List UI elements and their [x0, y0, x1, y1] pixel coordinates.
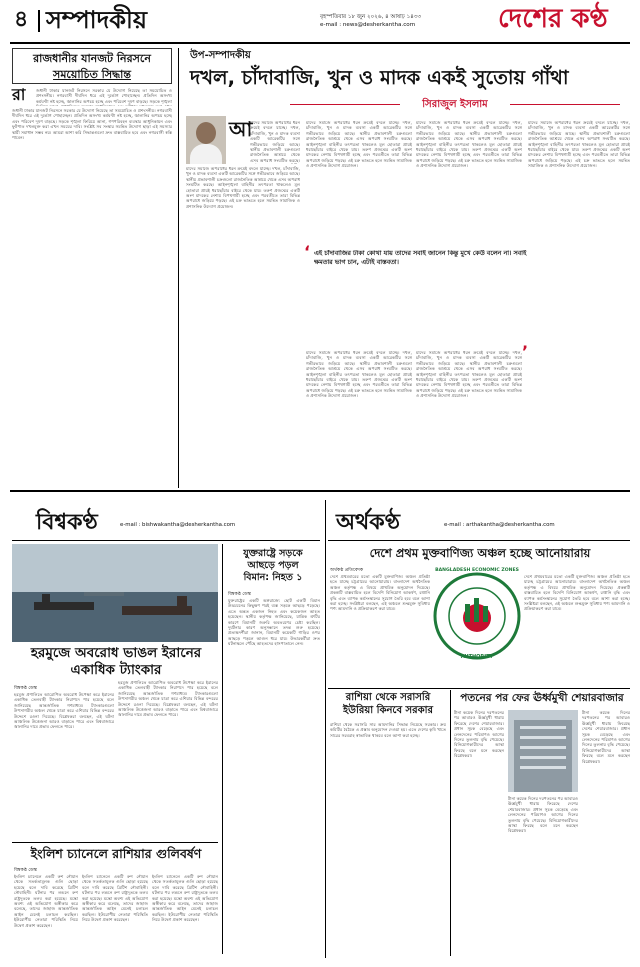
op-ed-author: সিরাজুল ইসলাম: [400, 98, 510, 112]
economy-story-rule: [328, 688, 630, 689]
side-story-headline-2: আছড়ে পড়ল: [247, 560, 299, 571]
side-story-dateline: বিশ্বকণ্ঠ ডেস্ক: [228, 592, 251, 597]
world-side-divider: [222, 544, 223, 954]
op-ed-drop-cap: আ: [229, 117, 253, 141]
header-divider: [38, 10, 40, 32]
world-header-rule: [12, 540, 320, 541]
economy-body2: রাশিয়া থেকে সরাসরি সার আমদানির সিদ্ধান্ত নিয়েছে সরকার। ক্রয় কমিটির বৈঠকে এ প্রস্তাব অনুমোদন দেওয়া হয়। এতে দেশের কৃষি খাতে সারের সরবরাহ স্বাভাবিক থাকবে বলে আশা করা হচ্ছে।: [330, 722, 446, 738]
economy-body3-col3: টানা কয়েক দিনের দরপতনের পর আবারও ঊর্ধ্বমুখী ধারায় ফিরেছে দেশের শেয়ারবাজার। প্রধান সূচক বেড়েছে এবং লেনদেনের পরিমাণও আগের দিনের তুলনায় বৃদ্ধি পেয়েছে। বিনিয়োগকারীদের আস্থা ফিরছে বলে মনে করছেন বিশ্লেষকরা।: [508, 796, 578, 834]
economy-headline: দেশে প্রথম মুক্তবাণিজ্য অঞ্চল হচ্ছে আনোয়ারায়: [369, 546, 591, 560]
masthead-logo: দেশের কণ্ঠ: [498, 4, 608, 34]
economy-body-col2: দেশে প্রথমবারের মতো একটি মুক্তবাণিজ্য অঞ্চল প্রতিষ্ঠা হতে যাচ্ছে চট্টগ্রামের আনোয়ারায়। বাংলাদেশ অর্থনৈতিক অঞ্চল কর্তৃপক্ষ এ বিষয়ে প্রাথমিক অনুমোদন দিয়েছে। প্রকল্পটি বাস্তবায়িত হলে বিদেশি বিনিয়োগ আকর্ষণ, রপ্তানি বৃদ্ধি এবং ব্যাপক কর্মসংস্থানের সুযোগ তৈরি হবে বলে আশা করা হচ্ছে। সংশ্লিষ্টরা বলছেন, এই অঞ্চলে শুল্কমুক্ত সুবিধায় পণ্য আমদানি ও প্রক্রিয়াকরণ করা যাবে।: [524, 574, 630, 612]
editorial-body: জধানী ঢাকার যানজট নিরসনে সরকার যে উদ্যোগ নিয়েছে তা সময়োচিত ও প্রশংসনীয়। নগরবাসী দীর্ঘদিন ধরে এই দুর্ভোগ পোহাচ্ছেন। প্রতিদিন অসংখ্য কর্মঘণ্টা নষ্ট হচ্ছে, জ্বালানির অপচয় হচ্ছে এবং পরিবেশ দূষণ বাড়ছে। সড়কে শৃঙ্খলা: [36, 88, 172, 104]
column-divider-2: [325, 500, 326, 958]
page-number: ৪: [14, 7, 29, 32]
economy-headline-2b: ইউরিয়া কিনবে সরকার: [342, 705, 434, 716]
op-ed-body-col4: মাদের সমাজে অপরাধের ধরন ক্রমেই বদলে যাচ্ছে। দখল, চাঁদাবাজি, খুন ও মাদক ব্যবসা একটি আরেকটির সঙ্গে গভীরভাবে জড়িয়ে আছে। স্থানীয় প্রভাবশালী চক্রগুলো রাজনৈতিক আশ্রয়ে থেকে এসব অপরাধ সংঘটিত করছে। আইনশৃঙ্খলা বাহিনীর তৎপরতা থাকলেও মূল হোতারা প্রায়ই ধরাছোঁয়ার বাইরে থেকে যায়। তরুণ প্রজন্মের একটি অংশ মাদকের নেশায় বিপথগামী হচ্ছে এবং পরবর্তীতে তারা বিভিন্ন অপরাধে জড়িয়ে পড়ছে। এই চক্র ভাঙতে হলে সমন্বিত সামাজিক ও প্রশাসনিক উদ্যোগ প্রয়োজন।: [528, 120, 630, 169]
editorial-title: রাজধানীর যানজট নিরসনে: [33, 52, 151, 65]
world-section-title: বিশ্বকণ্ঠ: [36, 510, 98, 535]
economy-header-rule: [328, 540, 630, 541]
world-body2-col3: ইংলিশ চ্যানেলে একটি রুশ নৌযান থেকে সতর্কতামূলক গুলি ছোড়া হয়েছে বলে দাবি করেছে ব্রিটিশ নৌবাহিনী। ঘটনার পর লন্ডনে রুশ রাষ্ট্রদূতকে তলব করা হয়েছে। মস্কো অবশ্য এই অভিযোগ অস্বীকার করে বলেছে, তাদের জাহাজ আন্তর্জাতিক আইন মেনেই চলাচল করছিল। ইউরোপীয় নেতারা পরিস্থিতি নিয়ে উদ্বেগ প্রকাশ করেছেন।: [152, 874, 218, 923]
op-ed-kicker: উপ-সম্পাদকীয়: [190, 50, 251, 61]
op-ed-pull-quote: এই চাঁদাবাজির টাকা কোথা যায় তাদের সবাই জানেন কিন্তু মুখে কেউ বলেন না। সবাই ক্ষমতার ভাগ চান, এটাই বাস্তবতা।: [314, 250, 527, 266]
header-email[interactable]: e-mail : news@desherkantha.com: [320, 22, 416, 28]
economy-dateline: অর্থকণ্ঠ প্রতিবেদক: [330, 568, 364, 573]
economy-section-title: অর্থকণ্ঠ: [336, 510, 400, 535]
world-dateline: বিশ্বকণ্ঠ ডেস্ক: [14, 686, 37, 691]
world-body-col2: হরমুজ প্রণালিতে আরোপিত অবরোধ উপেক্ষা করে ইরানের একাধিক তেলবাহী ট্যাংকার নিরাপদে পার হয়েছে বলে জানিয়েছে আন্তর্জাতিক গণমাধ্যম। ট্যাংকারগুলো উপসাগরীয় অঞ্চল থেকে যাত্রা করে এশিয়ার বিভিন্ন বন্দরের উদ্দেশে রওনা দিয়েছে। বিশ্লেষকরা বলছেন, এই ঘটনা আঞ্চলিক উত্তেজনা আরও বাড়াতে পারে এবং বিশ্ববাজারে জ্বালানির দামে প্রভাব ফেলতে পারে।: [118, 680, 218, 718]
world-email[interactable]: e-mail : bishwakantha@desherkantha.com: [120, 522, 236, 528]
bangladesh-economic-zones-emblem: [432, 566, 522, 666]
emblem-text-bottom: AUTHORITY: [460, 654, 494, 660]
side-story-body: যুক্তরাষ্ট্রের একটি অঙ্গরাজ্যে ছোট একটি বিমান উড্ডয়নের কিছুক্ষণ পরই ব্যস্ত সড়কে আছড়ে পড়েছে। এতে অন্তত একজন নিহত এবং কয়েকজন আহত হয়েছেন। স্থানীয় কর্তৃপক্ষ জানিয়েছে, যান্ত্রিক ত্রুটির কারণে বিমানটি জরুরি অবতরণের চেষ্টা করছিল। দুর্ঘটনার কারণ অনুসন্ধানে তদন্ত শুরু হয়েছে। প্রত্যক্ষদর্শীরা জানান, বিমানটি কয়েকটি গাড়ির ওপর আছড়ে পড়লে আগুন ধরে যায়। উদ্ধারকর্মীরা দ্রুত ঘটনাস্থলে পৌঁছে আহতদের হাসপাতালে নেন।: [228, 598, 320, 647]
economy-body-col1: দেশে প্রথমবারের মতো একটি মুক্তবাণিজ্য অঞ্চল প্রতিষ্ঠা হতে যাচ্ছে চট্টগ্রামের আনোয়ারায়। বাংলাদেশ অর্থনৈতিক অঞ্চল কর্তৃপক্ষ এ বিষয়ে প্রাথমিক অনুমোদন দিয়েছে। প্রকল্পটি বাস্তবায়িত হলে বিদেশি বিনিয়োগ আকর্ষণ, রপ্তানি বৃদ্ধি এবং ব্যাপক কর্মসংস্থানের সুযোগ তৈরি হবে বলে আশা করা হচ্ছে। সংশ্লিষ্টরা বলছেন, এই অঞ্চলে শুল্কমুক্ত সুবিধায় পণ্য আমদানি ও প্রক্রিয়াকরণ করা যাবে।: [330, 574, 430, 612]
economy-photo-building: [508, 710, 578, 792]
world-headline-1: হরমুজে অবরোধ ভাঙল ইরানের: [30, 645, 202, 661]
world-dateline-2: বিশ্বকণ্ঠ ডেস্ক: [14, 868, 37, 873]
side-story-headline-1: যুক্তরাষ্ট্রে সড়কে: [243, 548, 303, 559]
op-ed-body-col3-top: মাদের সমাজে অপরাধের ধরন ক্রমেই বদলে যাচ্ছে। দখল, চাঁদাবাজি, খুন ও মাদক ব্যবসা একটি আরেকটির সঙ্গে গভীরভাবে জড়িয়ে আছে। স্থানীয় প্রভাবশালী চক্রগুলো রাজনৈতিক আশ্রয়ে থেকে এসব অপরাধ সংঘটিত করছে। আইনশৃঙ্খলা বাহিনীর তৎপরতা থাকলেও মূল হোতারা প্রায়ই ধরাছোঁয়ার বাইরে থেকে যায়। তরুণ প্রজন্মের একটি অংশ মাদকের নেশায় বিপথগামী হচ্ছে এবং পরবর্তীতে তারা বিভিন্ন অপরাধে জড়িয়ে পড়ছে। এই চক্র ভাঙতে হলে সমন্বিত সামাজিক ও প্রশাসনিক উদ্যোগ প্রয়োজন।: [416, 120, 522, 169]
world-headline-2: একাধিক ট্যাংকার: [70, 662, 162, 678]
economy-headline-2a: রাশিয়া থেকে সরাসরি: [345, 692, 431, 703]
economy-email[interactable]: e-mail : arthakantha@desherkantha.com: [444, 522, 555, 528]
quote-mark-close: ’: [522, 342, 529, 361]
op-ed-headline: দখল, চাঁদাবাজি, খুন ও মাদক একই সুতোয় গাঁথা: [190, 66, 569, 89]
editorial-title-box: [12, 48, 172, 84]
section-rule: [10, 490, 630, 492]
world-headline-3: ইংলিশ চ্যানেলে রাশিয়ার গুলিবর্ষণ: [30, 846, 202, 861]
world-body2-col2: ইংলিশ চ্যানেলে একটি রুশ নৌযান থেকে সতর্কতামূলক গুলি ছোড়া হয়েছে বলে দাবি করেছে ব্রিটিশ নৌবাহিনী। ঘটনার পর লন্ডনে রুশ রাষ্ট্রদূতকে তলব করা হয়েছে। মস্কো অবশ্য এই অভিযোগ অস্বীকার করে বলেছে, তাদের জাহাজ আন্তর্জাতিক আইন মেনেই চলাচল করছিল। ইউরোপীয় নেতারা পরিস্থিতি নিয়ে উদ্বেগ প্রকাশ করেছেন।: [82, 874, 148, 923]
emblem-icon: [432, 566, 522, 666]
world-body-col1: হরমুজ প্রণালিতে আরোপিত অবরোধ উপেক্ষা করে ইরানের একাধিক তেলবাহী ট্যাংকার নিরাপদে পার হয়েছে বলে জানিয়েছে আন্তর্জাতিক গণমাধ্যম। ট্যাংকারগুলো উপসাগরীয় অঞ্চল থেকে যাত্রা করে এশিয়ার বিভিন্ন বন্দরের উদ্দেশে রওনা দিয়েছে। বিশ্লেষকরা বলছেন, এই ঘটনা আঞ্চলিক উত্তেজনা আরও বাড়াতে পারে এবং বিশ্ববাজারে জ্বালানির দামে প্রভাব ফেলতে পারে।: [14, 692, 114, 730]
op-ed-body-col1: মাদের সমাজে অপরাধের ধরন ক্রমেই বদলে যাচ্ছে। দখল, চাঁদাবাজি, খুন ও মাদক ব্যবসা একটি আরেকটির সঙ্গে গভীরভাবে জড়িয়ে আছে। স্থানীয় প্রভাবশালী চক্রগুলো রাজনৈতিক আশ্রয়ে থেকে এসব অপরাধ সংঘটিত করছে। আইনশৃঙ্খলা বাহিনীর তৎপরতা থাকলেও মূল হোতারা প্রায়ই ধরাছোঁয়ার বাইরে থেকে যায়। তরুণ প্রজন্মের একটি অংশ মাদকের নেশায় বিপথগামী হচ্ছে এবং পরবর্তীতে তারা বিভিন্ন অপরাধে জড়িয়ে পড়ছে। এই চক্র ভাঙতে হলে সমন্বিত সামাজিক ও প্রশাসনিক উদ্যোগ প্রয়োজন।: [186, 166, 300, 209]
side-story-headline-3: বিমান: নিহত ১: [243, 572, 303, 583]
quote-mark-open: ‘: [304, 242, 311, 261]
economy-headline-3: পতনের পর ফের ঊর্ধ্বমুখী শেয়ারবাজার: [460, 692, 624, 704]
section-title: সম্পাদকীয়: [46, 6, 148, 34]
economy-body3-col1: টানা কয়েক দিনের দরপতনের পর আবারও ঊর্ধ্বমুখী ধারায় ফিরেছে দেশের শেয়ারবাজার। প্রধান সূচক বেড়েছে এবং লেনদেনের পরিমাণও আগের দিনের তুলনায় বৃদ্ধি পেয়েছে। বিনিয়োগকারীদের আস্থা ফিরছে বলে মনে করছেন বিশ্লেষকরা।: [454, 710, 504, 759]
header-date: বৃহস্পতিবার ১৮ জুন ২০২৬, ৪ আষাঢ় ১৪৩৩: [320, 14, 422, 20]
economy-body3-col2: টানা কয়েক দিনের দরপতনের পর আবারও ঊর্ধ্বমুখী ধারায় ফিরেছে দেশের শেয়ারবাজার। প্রধান সূচক বেড়েছে এবং লেনদেনের পরিমাণও আগের দিনের তুলনায় বৃদ্ধি পেয়েছে। বিনিয়োগকারীদের আস্থা ফিরছে বলে মনে করছেন বিশ্লেষকরা।: [582, 710, 630, 764]
world-photo-tankers: [12, 544, 218, 642]
op-ed-quote-box: [300, 242, 530, 361]
editorial-drop-cap: রা: [12, 85, 26, 104]
world-story-rule: [12, 842, 218, 843]
editorial-subtitle: সময়োচিত সিদ্ধান্ত: [53, 68, 131, 81]
column-divider-1: [178, 48, 179, 488]
page-header: [0, 0, 640, 42]
op-ed-body-col1-top: মাদের সমাজে অপরাধের ধরন ক্রমেই বদলে যাচ্ছে। দখল, চাঁদাবাজি, খুন ও মাদক ব্যবসা একটি আরেকটির সঙ্গে গভীরভাবে জড়িয়ে আছে। স্থানীয় প্রভাবশালী চক্রগুলো রাজনৈতিক আশ্রয়ে থেকে এসব অপরাধ সংঘটিত করছে।: [250, 120, 300, 163]
emblem-text-top: BANGLADESH ECONOMIC ZONES: [435, 568, 519, 573]
op-ed-body-col2-bottom: মাদের সমাজে অপরাধের ধরন ক্রমেই বদলে যাচ্ছে। দখল, চাঁদাবাজি, খুন ও মাদক ব্যবসা একটি আরেকটির সঙ্গে গভীরভাবে জড়িয়ে আছে। স্থানীয় প্রভাবশালী চক্রগুলো রাজনৈতিক আশ্রয়ে থেকে এসব অপরাধ সংঘটিত করছে। আইনশৃঙ্খলা বাহিনীর তৎপরতা থাকলেও মূল হোতারা প্রায়ই ধরাছোঁয়ার বাইরে থেকে যায়। তরুণ প্রজন্মের একটি অংশ মাদকের নেশায় বিপথগামী হচ্ছে এবং পরবর্তীতে তারা বিভিন্ন অপরাধে জড়িয়ে পড়ছে। এই চক্র ভাঙতে হলে সমন্বিত সামাজিক ও প্রশাসনিক উদ্যোগ প্রয়োজন।: [306, 350, 412, 399]
op-ed-body-col2-top: মাদের সমাজে অপরাধের ধরন ক্রমেই বদলে যাচ্ছে। দখল, চাঁদাবাজি, খুন ও মাদক ব্যবসা একটি আরেকটির সঙ্গে গভীরভাবে জড়িয়ে আছে। স্থানীয় প্রভাবশালী চক্রগুলো রাজনৈতিক আশ্রয়ে থেকে এসব অপরাধ সংঘটিত করছে। আইনশৃঙ্খলা বাহিনীর তৎপরতা থাকলেও মূল হোতারা প্রায়ই ধরাছোঁয়ার বাইরে থেকে যায়। তরুণ প্রজন্মের একটি অংশ মাদকের নেশায় বিপথগামী হচ্ছে এবং পরবর্তীতে তারা বিভিন্ন অপরাধে জড়িয়ে পড়ছে। এই চক্র ভাঙতে হলে সমন্বিত সামাজিক ও প্রশাসনিক উদ্যোগ প্রয়োজন।: [306, 120, 412, 169]
economy-inner-divider: [450, 690, 451, 956]
op-ed-body-col3-bottom: মাদের সমাজে অপরাধের ধরন ক্রমেই বদলে যাচ্ছে। দখল, চাঁদাবাজি, খুন ও মাদক ব্যবসা একটি আরেকটির সঙ্গে গভীরভাবে জড়িয়ে আছে। স্থানীয় প্রভাবশালী চক্রগুলো রাজনৈতিক আশ্রয়ে থেকে এসব অপরাধ সংঘটিত করছে। আইনশৃঙ্খলা বাহিনীর তৎপরতা থাকলেও মূল হোতারা প্রায়ই ধরাছোঁয়ার বাইরে থেকে যায়। তরুণ প্রজন্মের একটি অংশ মাদকের নেশায় বিপথগামী হচ্ছে এবং পরবর্তীতে তারা বিভিন্ন অপরাধে জড়িয়ে পড়ছে। এই চক্র ভাঙতে হলে সমন্বিত সামাজিক ও প্রশাসনিক উদ্যোগ প্রয়োজন।: [416, 350, 522, 399]
author-photo: [186, 116, 226, 164]
editorial-body-cont: জধানী ঢাকার যানজট নিরসনে সরকার যে উদ্যোগ নিয়েছে তা সময়োচিত ও প্রশংসনীয়। নগরবাসী দীর্ঘদিন ধরে এই দুর্ভোগ পোহাচ্ছেন। প্রতিদিন অসংখ্য কর্মঘণ্টা নষ্ট হচ্ছে, জ্বালানির অপচয় হচ্ছে এবং পরিবেশ দূষণ বাড়ছে। সড়কে শৃঙ্খলা ফিরিয়ে আনা, গণপরিবহন ব্যবস্থার আধুনিকায়ন এবং ফুটপাত দখলমুক্ত করা এখন সময়ের দাবি। সংশ্লিষ্ট সব সংস্থার সমন্বিত উদ্যোগ ছাড়া এই সমস্যার স্থায়ী সমাধান সম্ভব নয়। আমরা আশা করি সিদ্ধান্তগুলো দ্রুত বাস্তবায়িত হবে এবং নগরবাসী স্বস্তি পাবেন।: [12, 108, 172, 141]
header-rule: [10, 42, 630, 44]
world-body2-col1: ইংলিশ চ্যানেলে একটি রুশ নৌযান থেকে সতর্কতামূলক গুলি ছোড়া হয়েছে বলে দাবি করেছে ব্রিটিশ নৌবাহিনী। ঘটনার পর লন্ডনে রুশ রাষ্ট্রদূতকে তলব করা হয়েছে। মস্কো অবশ্য এই অভিযোগ অস্বীকার করে বলেছে, তাদের জাহাজ আন্তর্জাতিক আইন মেনেই চলাচল করছিল। ইউরোপীয় নেতারা পরিস্থিতি নিয়ে উদ্বেগ প্রকাশ করেছেন।: [14, 874, 78, 928]
